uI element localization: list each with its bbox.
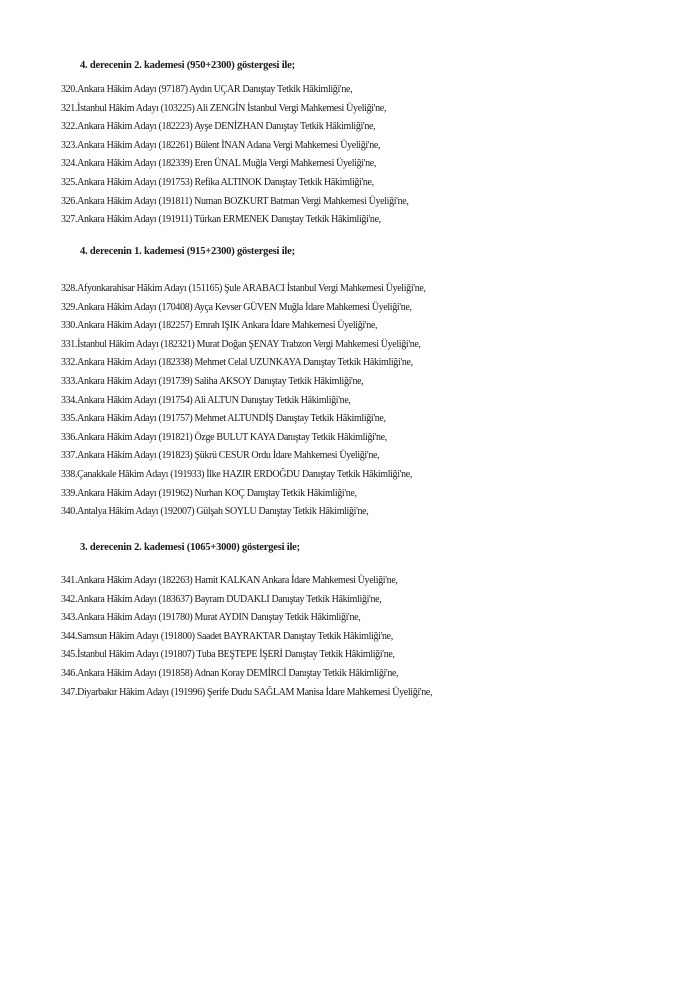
item-number: 344. <box>61 630 78 642</box>
item-text: İstanbul Hâkim Adayı (103225) Ali ZENGİN İstanbul Vergi Mahkemesi Üyeliği'ne, <box>77 102 386 114</box>
item-text: Ankara Hâkim Adayı (97187) Aydın UÇAR Danıştay Tetkik Hâkimliği'ne, <box>77 84 353 95</box>
item-text: Ankara Hâkim Adayı (170408) Ayça Kevser GÜVEN Muğla İdare Mahkemesi Üyeliği'ne, <box>77 301 412 313</box>
list-item <box>61 320 377 331</box>
item-number: 347. <box>61 686 78 698</box>
list-item <box>61 302 412 313</box>
list-item <box>61 339 421 350</box>
list-item <box>61 357 413 368</box>
item-number: 335. <box>61 413 78 425</box>
item-text: Ankara Hâkim Adayı (182223) Ayşe DENİZHAN Danıştay Tetkik Hâkimliği'ne, <box>77 121 376 133</box>
item-text: Çanakkale Hâkim Adayı (191933) İlke HAZIR ERDOĞDU Danıştay Tetkik Hâkimliği'ne, <box>77 469 412 480</box>
item-number: 323. <box>61 139 78 151</box>
item-number: 333. <box>61 376 78 387</box>
item-number: 325. <box>61 177 78 188</box>
list-item <box>61 450 379 461</box>
item-text: Diyarbakır Hâkim Adayı (191996) Şerife Dudu SAĞLAM Manisa İdare Mahkemesi Üyeliği'ne, <box>77 686 433 698</box>
item-text: Ankara Hâkim Adayı (183637) Bayram DUDAKLI Danıştay Tetkik Hâkimliği'ne, <box>77 593 382 605</box>
section-heading: 4. derecenin 2. kademesi (950+2300) göstergesi ile; <box>80 60 295 71</box>
item-text: Ankara Hâkim Adayı (182257) Emrah IŞIK Ankara İdare Mahkemesi Üyeliği'ne, <box>77 320 378 332</box>
list-item <box>61 103 386 114</box>
item-text: Ankara Hâkim Adayı (191823) Şükrü CESUR Ordu İdare Mahkemesi Üyeliği'ne, <box>77 450 380 462</box>
list-item <box>61 84 352 95</box>
list-item <box>61 575 398 586</box>
list-item <box>61 469 412 480</box>
item-number: 346. <box>61 668 78 679</box>
item-text: Ankara Hâkim Adayı (191757) Mehmet ALTUNDİŞ Danıştay Tetkik Hâkimliği'ne, <box>77 413 386 425</box>
item-text: Ankara Hâkim Adayı (191858) Adnan Koray DEMİRCİ Danıştay Tetkik Hâkimliği'ne, <box>77 668 399 679</box>
item-text: Ankara Hâkim Adayı (191962) Nurhan KOÇ Danıştay Tetkik Hâkimliği'ne, <box>77 487 357 499</box>
item-text: Antalya Hâkim Adayı (192007) Gülşah SOYLU Danıştay Tetkik Hâkimliği'ne, <box>77 506 369 518</box>
item-number: 331. <box>61 338 78 350</box>
list-item <box>61 687 432 698</box>
item-text: İstanbul Hâkim Adayı (182321) Murat Doğan ŞENAY Trabzon Vergi Mahkemesi Üyeliği'ne, <box>77 338 421 350</box>
list-item <box>61 121 375 132</box>
item-text: Afyonkarahisar Hâkim Adayı (151165) Şule ARABACI İstanbul Vergi Mahkemesi Üyeliği'ne, <box>77 283 426 294</box>
list-item <box>61 413 386 424</box>
list-item <box>61 214 381 225</box>
list-item <box>61 594 381 605</box>
item-number: 328. <box>61 283 78 294</box>
item-number: 338. <box>61 469 78 480</box>
item-number: 327. <box>61 214 78 226</box>
item-number: 334. <box>61 394 78 406</box>
list-item <box>61 506 368 517</box>
item-text: İstanbul Hâkim Adayı (191807) Tuba BEŞTEPE İŞERİ Danıştay Tetkik Hâkimliği'ne, <box>77 649 395 661</box>
list-item <box>61 631 393 642</box>
item-number: 320. <box>61 84 78 95</box>
list-item <box>61 668 398 679</box>
list-item <box>61 140 380 151</box>
item-number: 332. <box>61 357 78 369</box>
item-text: Ankara Hâkim Adayı (191753) Refika ALTINOK Danıştay Tetkik Hâkimliği'ne, <box>77 177 374 188</box>
item-text: Ankara Hâkim Adayı (191821) Özge BULUT KAYA Danıştay Tetkik Hâkimliği'ne, <box>77 431 387 443</box>
list-item <box>61 376 363 387</box>
item-text: Ankara Hâkim Adayı (191911) Türkan ERMENEK Danıştay Tetkik Hâkimliği'ne, <box>77 214 381 226</box>
item-text: Samsun Hâkim Adayı (191800) Saadet BAYRAKTAR Danıştay Tetkik Hâkimliği'ne, <box>77 630 393 642</box>
item-text: Ankara Hâkim Adayı (182338) Mehmet Celal UZUNKAYA Danıştay Tetkik Hâkimliği'ne, <box>77 357 413 369</box>
item-number: 345. <box>61 649 78 661</box>
item-number: 330. <box>61 320 78 332</box>
list-item <box>61 432 387 443</box>
item-text: Ankara Hâkim Adayı (182339) Eren ÜNAL Muğla Vergi Mahkemesi Üyeliği'ne, <box>77 158 377 170</box>
item-number: 337. <box>61 450 78 462</box>
list-item <box>61 395 351 406</box>
item-text: Ankara Hâkim Adayı (182261) Bülent İNAN Adana Vergi Mahkemesi Üyeliği'ne, <box>77 139 381 151</box>
item-number: 329. <box>61 301 78 313</box>
item-text: Ankara Hâkim Adayı (191754) Ali ALTUN Danıştay Tetkik Hâkimliği'ne, <box>77 394 351 406</box>
item-number: 321. <box>61 102 78 114</box>
list-item <box>61 158 376 169</box>
item-text: Ankara Hâkim Adayı (191739) Saliha AKSOY Danıştay Tetkik Hâkimliği'ne, <box>77 376 364 387</box>
item-text: Ankara Hâkim Adayı (182263) Hamit KALKAN Ankara İdare Mahkemesi Üyeliği'ne, <box>77 575 398 586</box>
item-number: 342. <box>61 593 78 605</box>
item-number: 336. <box>61 431 78 443</box>
list-item <box>61 283 426 294</box>
section-heading: 4. derecenin 1. kademesi (915+2300) göstergesi ile; <box>80 246 295 257</box>
list-item <box>61 177 374 188</box>
item-text: Ankara Hâkim Adayı (191780) Murat AYDIN Danıştay Tetkik Hâkimliği'ne, <box>77 612 361 624</box>
item-number: 326. <box>61 195 78 207</box>
list-item <box>61 612 360 623</box>
item-text: Ankara Hâkim Adayı (191811) Numan BOZKURT Batman Vergi Mahkemesi Üyeliği'ne, <box>77 195 409 207</box>
item-number: 324. <box>61 158 78 170</box>
list-item <box>61 196 409 207</box>
section-heading: 3. derecenin 2. kademesi (1065+3000) göstergesi ile; <box>80 542 300 553</box>
item-number: 339. <box>61 487 78 499</box>
list-item <box>61 488 357 499</box>
item-number: 343. <box>61 612 78 624</box>
item-number: 340. <box>61 506 78 518</box>
item-number: 322. <box>61 121 78 133</box>
item-number: 341. <box>61 575 78 586</box>
list-item <box>61 649 395 660</box>
